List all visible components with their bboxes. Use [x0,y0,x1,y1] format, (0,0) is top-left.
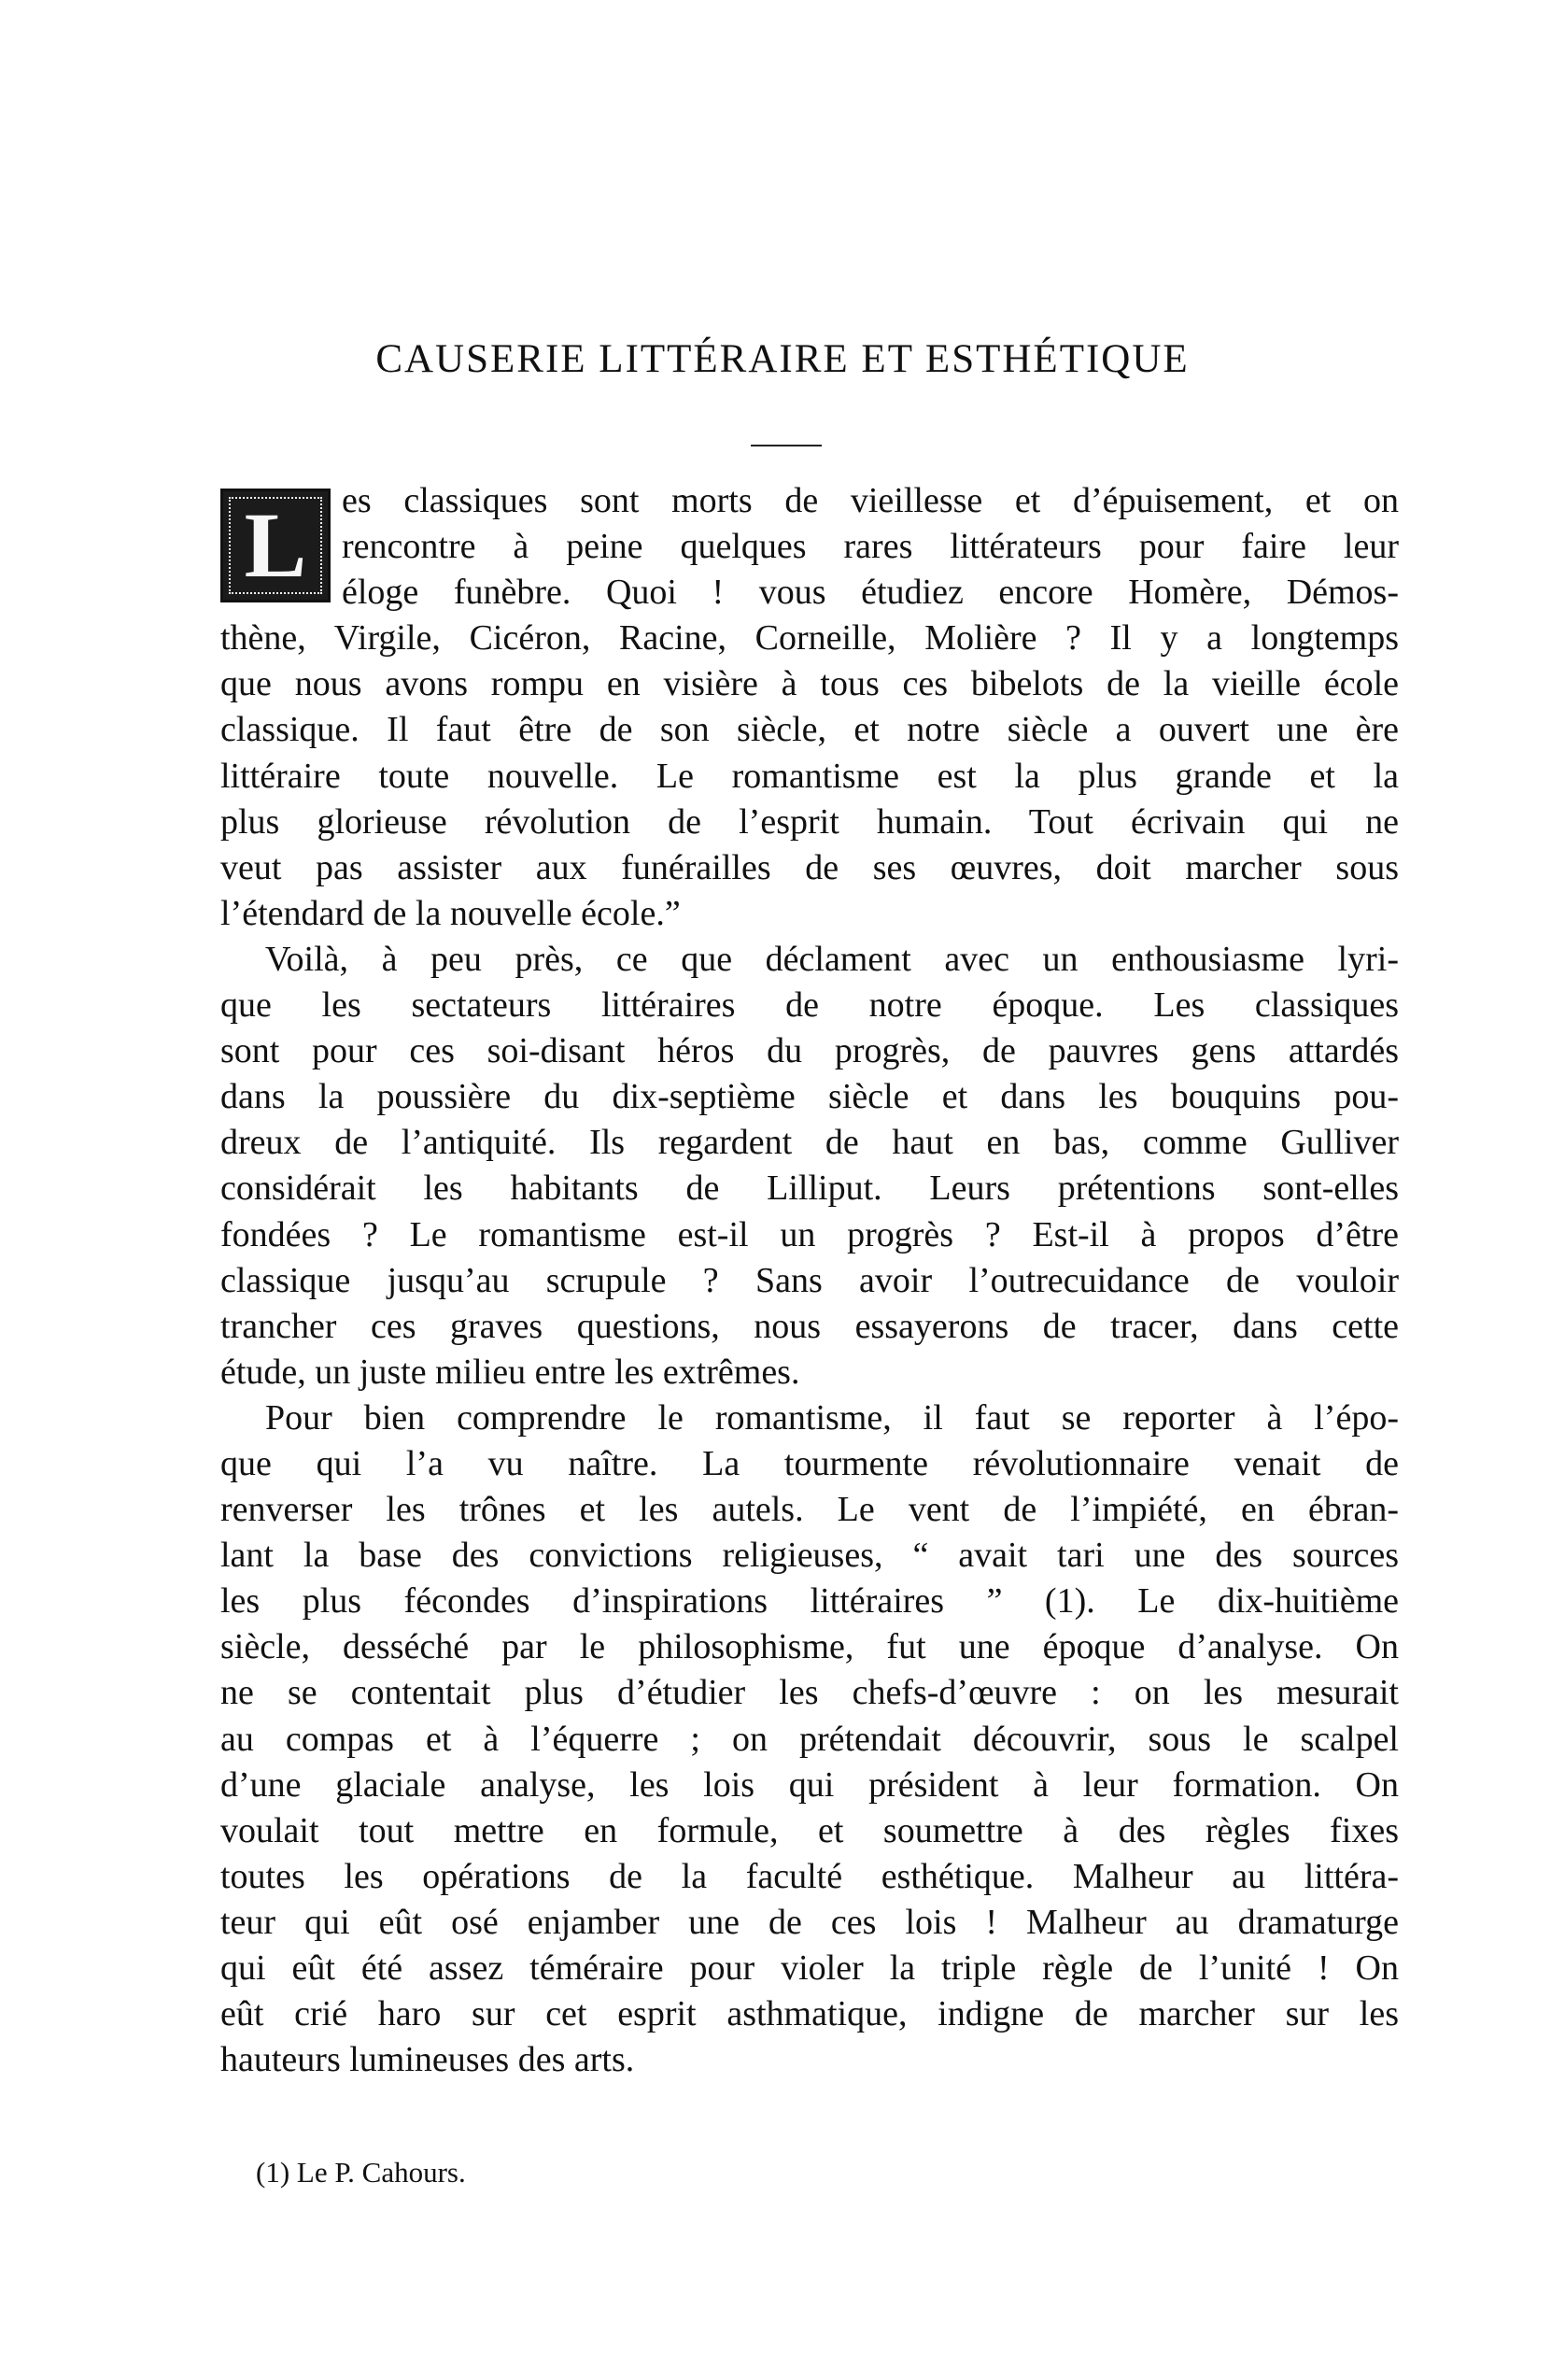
text-line: sont pour ces soi-disant héros du progrès, de pauvres gens attardés [220,1031,1399,1071]
text-line: que nous avons rompu en visière à tous ces bibelots de la vieille école [220,664,1399,704]
text-line: voulait tout mettre en formule, et soumettre à des règles fixes [220,1810,1399,1850]
text-line: qui eût été assez téméraire pour violer la triple règle de l’unité ! On [220,1948,1399,1988]
text-line: éloge funèbre. Quoi ! vous étudiez encore Homère, Démos- [342,573,1399,613]
page-title: CAUSERIE LITTÉRAIRE ET ESTHÉTIQUE [375,337,1190,381]
text-line: considérait les habitants de Lilliput. Leurs prétentions sont-elles [220,1169,1399,1209]
text-line: siècle, desséché par le philosophisme, fut une époque d’analyse. On [220,1627,1399,1667]
text-line: hauteurs lumineuses des arts. [220,2040,635,2080]
text-line: thène, Virgile, Cicéron, Racine, Corneille, Molière ? Il y a longtemps [220,618,1399,659]
text-line: lant la base des convictions religieuses, “ avait tari une des sources [220,1536,1399,1576]
text-line: dreux de l’antiquité. Ils regardent de haut en bas, comme Gulliver [220,1123,1399,1163]
text-line: Pour bien comprendre le romantisme, il faut se reporter à l’épo- [265,1397,1399,1438]
text-line: au compas et à l’équerre ; on prétendait découvrir, sous le scalpel [220,1719,1399,1759]
text-line: eût crié haro sur cet esprit asthmatique, indigne de marcher sur les [220,1994,1399,2034]
text-line: es classiques sont morts de vieillesse et d’épuisement, et on [342,481,1399,520]
text-line: dans la poussière du dix-septième siècle et dans les bouquins pou- [220,1077,1399,1117]
text-line: toutes les opérations de la faculté esthétique. Malheur au littéra- [220,1856,1399,1896]
footnote: (1) Le P. Cahours. [256,2156,466,2189]
text-line: d’une glaciale analyse, les lois qui président à leur formation. On [220,1764,1399,1805]
title-divider [751,445,822,446]
text-line: veut pas assister aux funérailles de ses œuvres, doit marcher sous [220,847,1399,887]
text-line: rencontre à peine quelques rares littérateurs pour faire leur [342,527,1399,567]
article-body [220,478,1399,2083]
text-line: ne se contentait plus d’étudier les chefs-d’œuvre : on les mesurait [220,1673,1399,1713]
text-line: que qui l’a vu naître. La tourmente révolutionnaire venait de [220,1443,1399,1483]
text-line: plus glorieuse révolution de l’esprit humain. Tout écrivain qui ne [220,801,1399,842]
text-line: Voilà, à peu près, ce que déclament avec un enthousiasme lyri- [265,939,1399,979]
text-line: teur qui eût osé enjamber une de ces lois ! Malheur au dramaturge [220,1902,1399,1942]
text-line: l’étendard de la nouvelle école.” [220,893,681,933]
text-line: fondées ? Le romantisme est-il un progrès ? Est-il à propos d’être [220,1214,1399,1254]
text-line: littéraire toute nouvelle. Le romantisme est la plus grande et la [220,756,1399,796]
text-line: que les sectateurs littéraires de notre époque. Les classiques [220,985,1399,1026]
text-line: classique. Il faut être de son siècle, et notre siècle a ouvert une ère [220,710,1399,750]
text-line: classique jusqu’au scrupule ? Sans avoir l’outrecuidance de vouloir [220,1260,1399,1300]
text-line: renverser les trônes et les autels. Le vent de l’impiété, en ébran- [220,1490,1399,1530]
text-line: les plus fécondes d’inspirations littéraires ” (1). Le dix-huitième [220,1581,1399,1622]
text-line: trancher ces graves questions, nous essayerons de tracer, dans cette [220,1306,1399,1346]
text-line: étude, un juste milieu entre les extrêmes. [220,1352,800,1392]
dropcap-letter: L [244,493,307,597]
